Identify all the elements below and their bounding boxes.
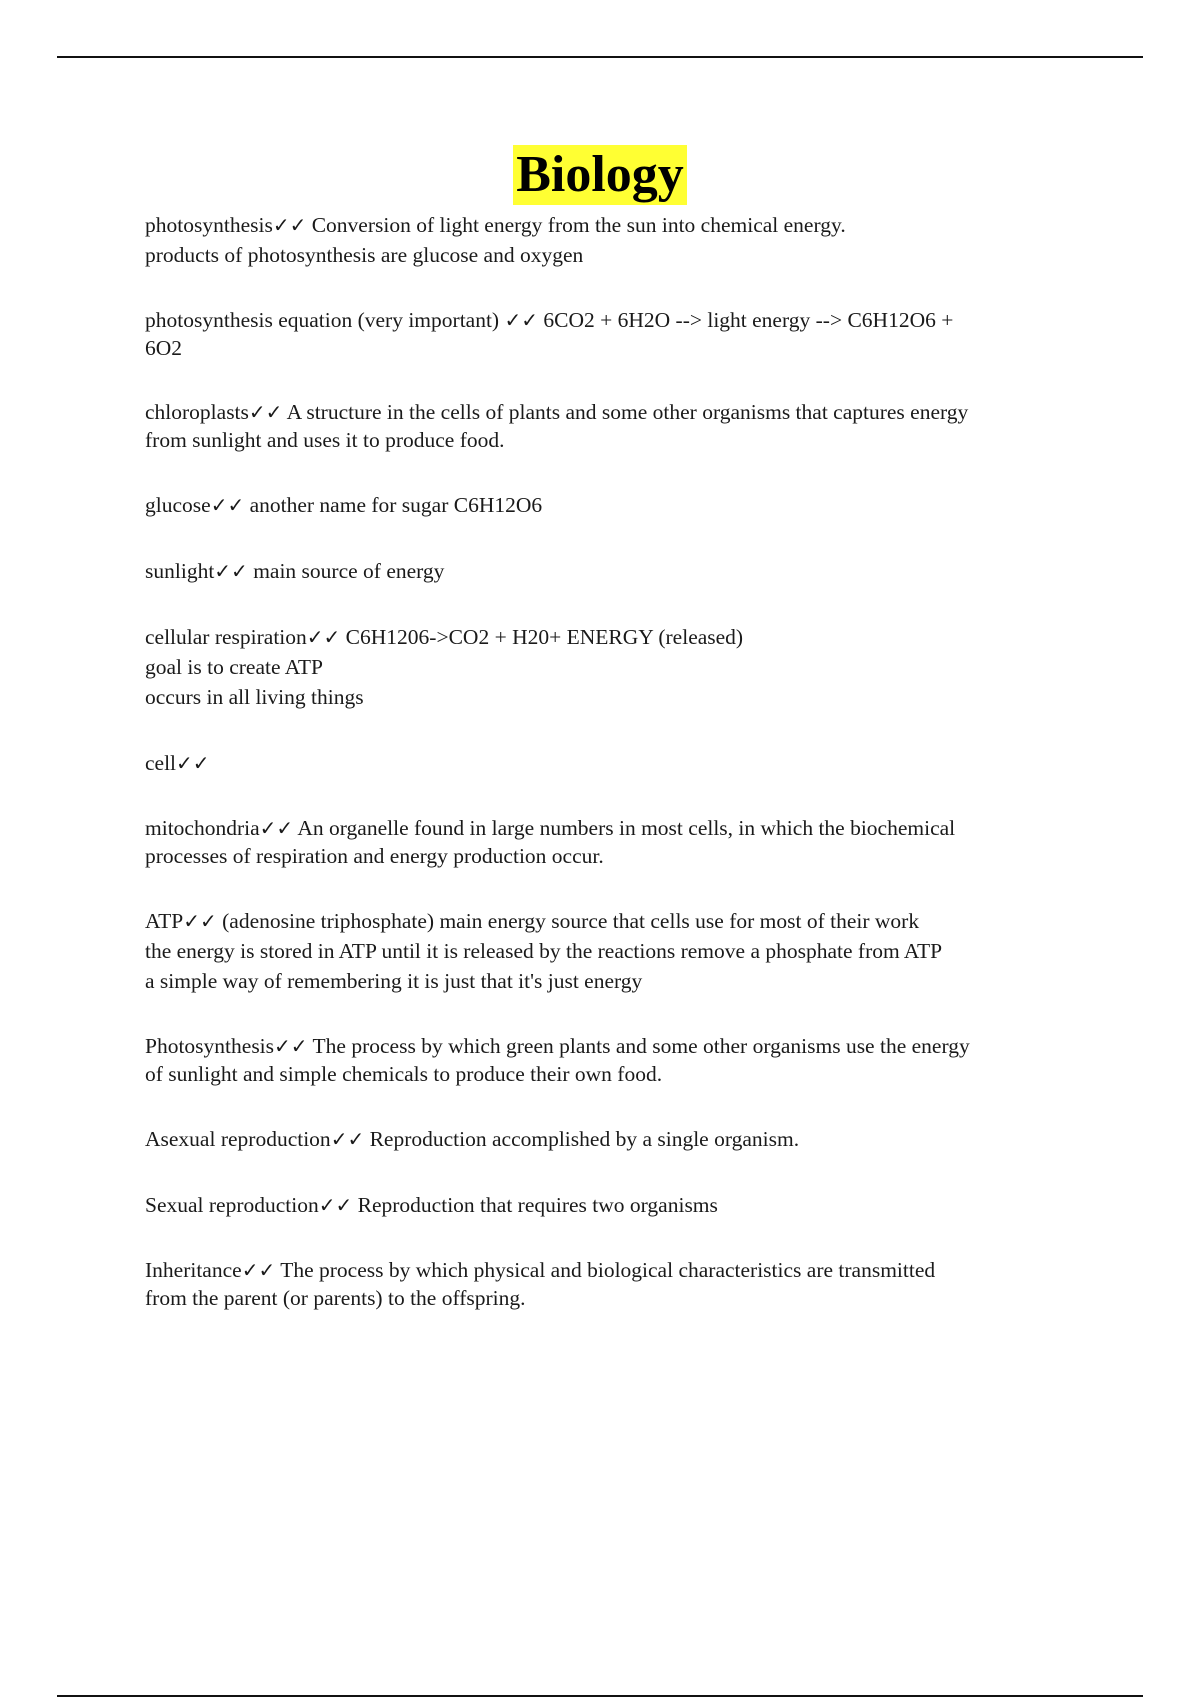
entry-first-line: [145, 306, 1090, 334]
entry-definition-line: a simple way of remembering it is just that it's just energy: [145, 969, 643, 993]
double-check-icon: ✓✓: [274, 1034, 308, 1058]
double-check-icon: ✓✓: [210, 493, 245, 517]
entry-definition-line: The process by which physical and biological characteristics are transmitted: [280, 1258, 936, 1282]
entry-term: sunlight: [145, 559, 215, 583]
entry-definition-line: the energy is stored in ATP until it is released by the reactions remove a phosphate from ATP: [145, 939, 943, 963]
flashcard-list: [145, 210, 1090, 1348]
flashcard-entry: [145, 398, 1090, 454]
entry-term: chloroplasts: [145, 400, 249, 424]
entry-definition-line: Reproduction accomplished by a single organism.: [369, 1127, 800, 1151]
flashcard-entry: [145, 1032, 1090, 1088]
entry-definition-line: C6H1206->CO2 + H20+ ENERGY (released): [345, 625, 744, 649]
entry-definition-line: Reproduction that requires two organisms: [357, 1193, 718, 1217]
bottom-rule: [57, 1695, 1143, 1697]
flashcard-entry: [145, 306, 1090, 362]
double-check-icon: ✓✓: [214, 559, 248, 583]
entry-definition-line: 6O2: [145, 336, 183, 360]
double-check-icon: ✓✓: [318, 1193, 353, 1217]
double-check-icon: ✓✓: [248, 400, 283, 424]
flashcard-entry: [145, 622, 1090, 712]
entry-first-line: [145, 622, 1090, 652]
entry-first-line: [145, 1256, 1090, 1284]
entry-definition-line: (adenosine triphosphate) main energy source that cells use for most of their work: [222, 909, 920, 933]
entry-first-line: [145, 814, 1090, 842]
entry-first-line: [145, 748, 1090, 778]
title-container: [0, 145, 1200, 205]
entry-definition-line: The process by which green plants and some other organisms use the energy: [312, 1034, 970, 1058]
flashcard-entry: [145, 748, 1090, 778]
flashcard-entry: [145, 1124, 1090, 1154]
flashcard-entry: [145, 1256, 1090, 1312]
entry-first-line: [145, 490, 1090, 520]
flashcard-entry: [145, 1190, 1090, 1220]
entry-definition-line: from sunlight and uses it to produce food.: [145, 428, 505, 452]
entry-term: glucose: [145, 493, 211, 517]
double-check-icon: ✓✓: [504, 308, 538, 332]
flashcard-entry: [145, 490, 1090, 520]
double-check-icon: ✓✓: [176, 751, 210, 775]
flashcard-entry: [145, 556, 1090, 586]
entry-term: mitochondria: [145, 816, 260, 840]
double-check-icon: ✓✓: [259, 816, 294, 840]
entry-term: Inheritance: [145, 1258, 242, 1282]
entry-definition-line: occurs in all living things: [145, 685, 364, 709]
entry-definition-line: from the parent (or parents) to the offspring.: [145, 1286, 526, 1310]
entry-definition-line: main source of energy: [253, 559, 445, 583]
flashcard-entry: [145, 210, 1090, 270]
entry-term: photosynthesis: [145, 213, 273, 237]
entry-first-line: [145, 1190, 1090, 1220]
entry-term: cell: [145, 751, 177, 775]
entry-definition-line: products of photosynthesis are glucose and oxygen: [145, 243, 584, 267]
entry-definition-line: An organelle found in large numbers in most cells, in which the biochemical: [297, 816, 956, 840]
double-check-icon: ✓✓: [272, 213, 307, 237]
double-check-icon: ✓✓: [330, 1127, 365, 1151]
entry-term: Sexual reproduction: [145, 1193, 319, 1217]
entry-first-line: [145, 1124, 1090, 1154]
entry-definition-line: Conversion of light energy from the sun into chemical energy.: [311, 213, 846, 237]
entry-definition-line: A structure in the cells of plants and some other organisms that captures energy: [286, 400, 969, 424]
entry-first-line: [145, 906, 1090, 936]
entry-definition-line: goal is to create ATP: [145, 655, 323, 679]
entry-first-line: [145, 1032, 1090, 1060]
double-check-icon: ✓✓: [183, 909, 217, 933]
flashcard-entry: [145, 906, 1090, 996]
double-check-icon: ✓✓: [306, 625, 341, 649]
entry-definition-line: another name for sugar C6H12O6: [249, 493, 543, 517]
entry-first-line: [145, 398, 1090, 426]
double-check-icon: ✓✓: [241, 1258, 276, 1282]
entry-first-line: [145, 210, 1090, 240]
entry-term: Photosynthesis: [145, 1034, 275, 1058]
entry-term: ATP: [145, 909, 184, 933]
entry-definition-line: of sunlight and simple chemicals to produce their own food.: [145, 1062, 663, 1086]
top-rule: [57, 56, 1143, 58]
page-title: Biology: [513, 145, 687, 205]
entry-first-line: [145, 556, 1090, 586]
entry-definition-line: processes of respiration and energy production occur.: [145, 844, 604, 868]
flashcard-entry: [145, 814, 1090, 870]
entry-term: cellular respiration: [145, 625, 307, 649]
entry-term: photosynthesis equation (very important): [145, 308, 505, 332]
entry-definition-line: 6CO2 + 6H2O --> light energy --> C6H12O6 +: [543, 308, 954, 332]
entry-term: Asexual reproduction: [145, 1127, 331, 1151]
